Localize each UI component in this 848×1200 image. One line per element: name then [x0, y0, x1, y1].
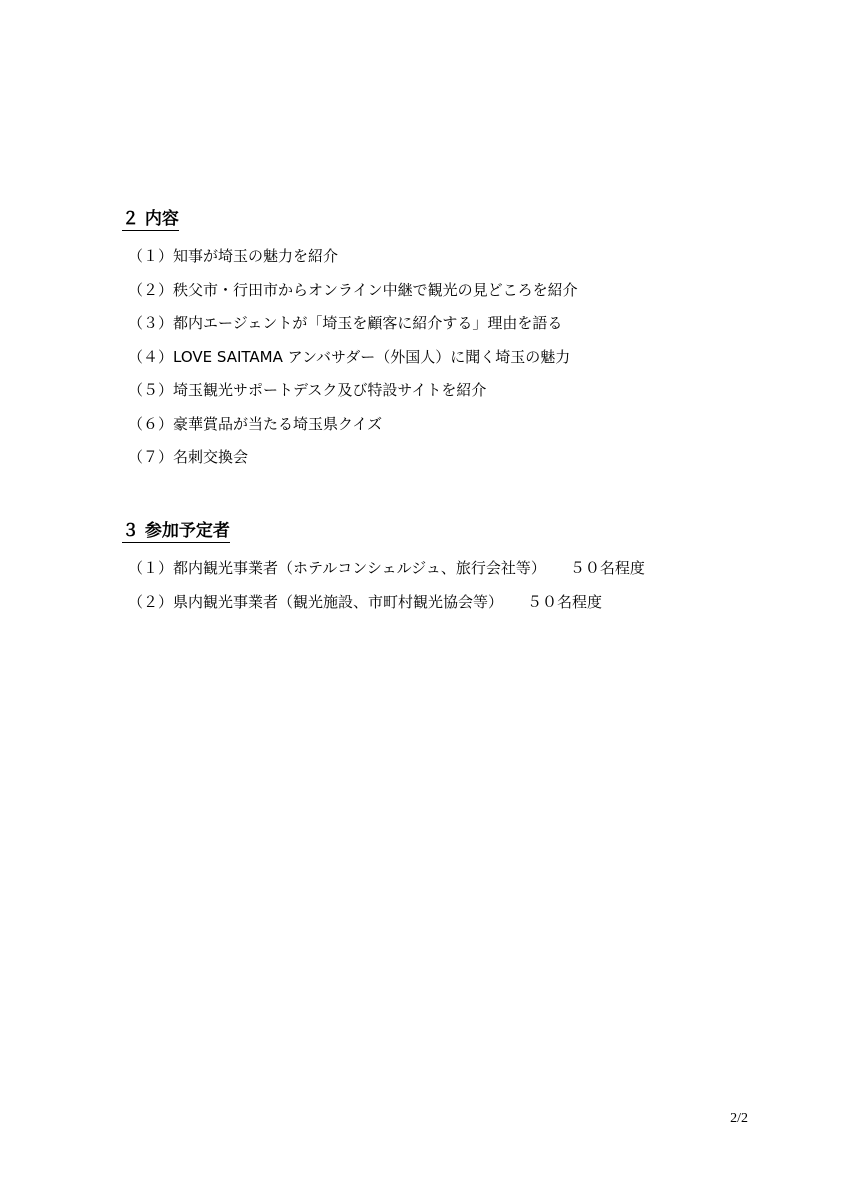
item-text: 秩父市・行田市からオンライン中継で観光の見どころを紹介	[173, 280, 578, 299]
list-item	[128, 441, 764, 475]
item-text: 豪華賞品が当たる埼玉県クイズ	[173, 414, 383, 433]
participant-count: ５０名程度	[569, 559, 645, 577]
item-number: （６）	[128, 414, 174, 433]
section-heading-contents: ２ 内容	[122, 209, 179, 229]
item-text: 埼玉観光サポートデスク及び特設サイトを紹介	[173, 381, 487, 399]
list-item	[128, 274, 764, 308]
list-item	[128, 586, 764, 620]
section-participants	[124, 520, 764, 619]
item-text: 都内観光事業者（ホテルコンシェルジュ、旅行会社等）	[173, 559, 546, 577]
item-number: （５）	[128, 381, 174, 399]
section-heading-participants: ３ 参加予定者	[122, 521, 230, 541]
item-number: （３）	[128, 314, 174, 332]
item-text: 都内エージェントが「埼玉を顧客に紹介する」理由を語る	[173, 314, 563, 332]
item-text: 名刺交換会	[173, 448, 249, 466]
item-number: （４）	[128, 347, 174, 366]
list-item	[128, 408, 764, 442]
list-item	[128, 374, 764, 408]
item-number: （１）	[128, 559, 174, 577]
item-text: LOVE SAITAMA アンバサダー（外国人）に聞く埼玉の魅力	[173, 347, 571, 366]
list-item	[128, 307, 764, 341]
list-item	[128, 341, 764, 375]
item-number: （７）	[128, 448, 174, 466]
item-number: （１）	[128, 247, 174, 265]
item-number: （２）	[128, 280, 174, 299]
item-text: 県内観光事業者（観光施設、市町村観光協会等）	[173, 592, 504, 611]
participant-count: ５０名程度	[527, 592, 603, 611]
section-contents	[124, 208, 764, 475]
item-text: 知事が埼玉の魅力を紹介	[173, 247, 339, 265]
item-number: （２）	[128, 592, 174, 611]
contents-list	[124, 240, 764, 475]
page-number: 2/2	[730, 1111, 748, 1126]
participants-list	[124, 552, 764, 619]
list-item	[128, 240, 764, 274]
list-item	[128, 552, 764, 586]
